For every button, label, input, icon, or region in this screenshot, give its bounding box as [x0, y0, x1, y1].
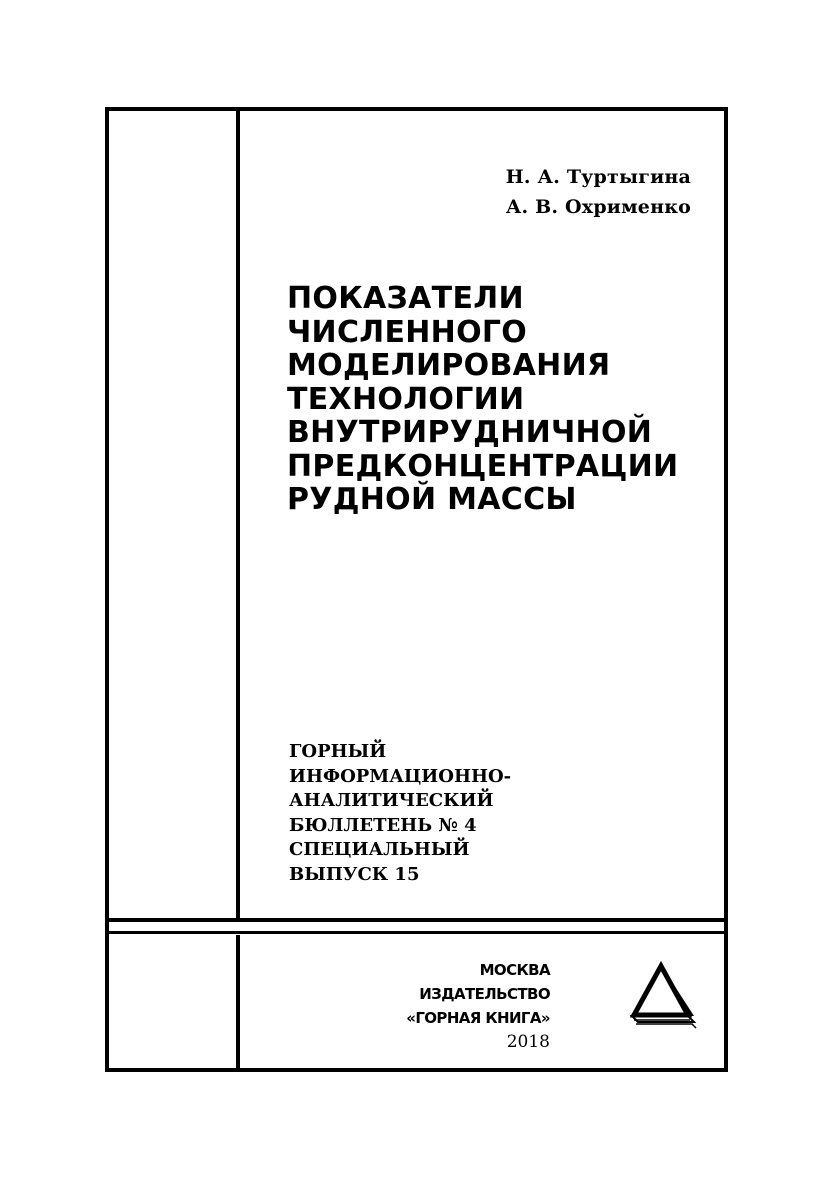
frame-right-line — [724, 107, 728, 1072]
frame-top-line — [105, 107, 728, 111]
publisher-name: «ГОРНАЯ КНИГА» — [406, 1009, 550, 1027]
authors-block — [506, 162, 691, 222]
title-line: МОДЕЛИРОВАНИЯ — [287, 348, 611, 383]
frame-bottom-line — [105, 1068, 728, 1072]
publisher-house: ИЗДАТЕЛЬСТВО — [419, 985, 550, 1003]
series-block — [289, 740, 511, 887]
publisher-city: МОСКВА — [479, 961, 550, 979]
title-line: ВНУТРИРУДНИЧНОЙ — [287, 415, 653, 450]
frame-separator-lower — [105, 931, 728, 934]
title-line: ТЕХНОЛОГИИ — [287, 381, 525, 417]
series-line: СПЕЦИАЛЬНЫЙ — [289, 839, 470, 860]
title-line: ЧИСЛЕННОГО — [287, 314, 528, 350]
frame-left-line — [105, 107, 109, 1072]
frame-inner-vertical-lower — [236, 935, 240, 1070]
series-line: ГОРНЫЙ — [289, 741, 387, 762]
series-line: БЮЛЛЕТЕНЬ № 4 — [289, 814, 477, 836]
series-line: АНАЛИТИЧЕСКИЙ — [289, 790, 494, 811]
publisher-block — [406, 958, 550, 1054]
series-line: ВЫПУСК 15 — [289, 863, 420, 885]
title-line: ПОКАЗАТЕЛИ — [287, 281, 524, 316]
title-line: РУДНОЙ МАССЫ — [287, 482, 577, 517]
publication-year: 2018 — [506, 1032, 550, 1052]
author-1: Н. А. Туртыгина — [505, 166, 691, 188]
series-line: ИНФОРМАЦИОННО- — [289, 765, 512, 787]
frame-inner-vertical-upper — [236, 107, 240, 920]
publisher-logo-icon — [628, 960, 698, 1030]
book-title — [287, 282, 678, 517]
title-line: ПРЕДКОНЦЕНТРАЦИИ — [287, 448, 679, 484]
author-2: А. В. Охрименко — [505, 196, 691, 218]
frame-separator-upper — [105, 918, 728, 922]
